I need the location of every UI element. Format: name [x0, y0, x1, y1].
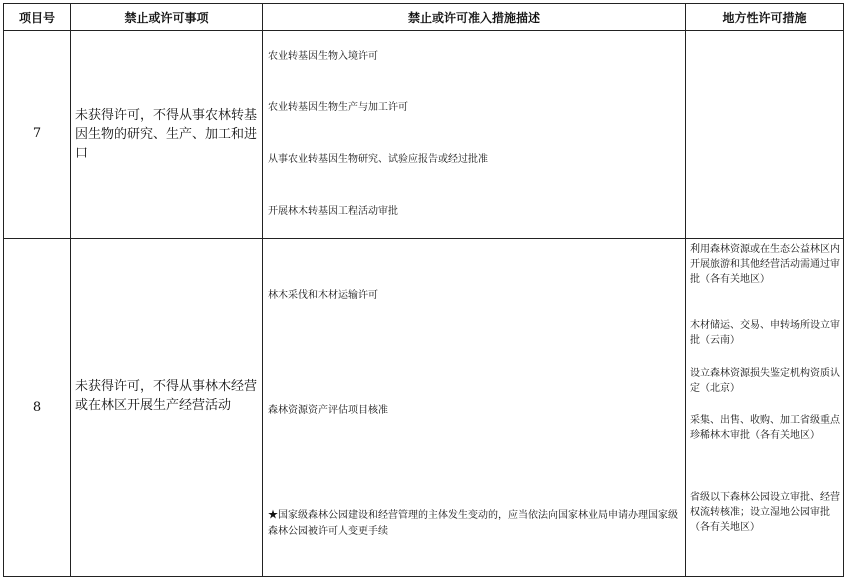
measure-item: 开展林木转基因工程活动审批	[268, 206, 398, 217]
table-rule	[3, 30, 844, 31]
measure-item: 森林资源资产评估项目核准	[268, 405, 388, 416]
measure-item: ★国家级森林公园建设和经营管理的主体发生变动的，应当依法向国家林业局申请办理国家级森林公园被许可人变更手续	[268, 510, 678, 537]
local-measure: 利用森林资源或在生态公益林区内开展旅游和其他经营活动需通过审批（各有关地区）	[690, 244, 840, 285]
row-index: 8	[32, 400, 42, 415]
table-rule	[3, 576, 844, 577]
local-measure: 省级以下森林公园设立审批、经营权流转核准；设立湿地公园审批（各有关地区）	[690, 492, 840, 533]
local-measure: 采集、出售、收购、加工省级重点珍稀林木审批（各有关地区）	[690, 415, 840, 441]
measure-item: 林木采伐和木材运输许可	[268, 290, 378, 301]
table-rule	[3, 238, 844, 239]
table-rule	[3, 3, 844, 4]
measure-item: 农业转基因生物生产与加工许可	[268, 102, 408, 113]
table-rule	[262, 3, 263, 577]
row-matter: 未获得许可，不得从事林木经营或在林区开展生产经营活动	[75, 379, 258, 413]
row-index: 7	[32, 126, 42, 141]
row-matter: 未获得许可，不得从事农林转基因生物的研究、生产、加工和进口	[75, 108, 258, 161]
local-measure: 设立森林资源损失鉴定机构资质认定（北京）	[690, 368, 840, 394]
local-measure: 木材储运、交易、申转场所设立审批（云南）	[690, 320, 840, 346]
table-rule	[70, 3, 71, 577]
header-matter: 禁止或许可事项	[124, 11, 209, 25]
header-local: 地方性许可措施	[722, 11, 807, 25]
table-rule	[685, 3, 686, 577]
header-measures: 禁止或许可准入措施描述	[407, 11, 540, 25]
measure-item: 从事农业转基因生物研究、试验应报告或经过批准	[268, 154, 488, 165]
table-rule	[843, 3, 844, 577]
measure-item: 农业转基因生物入境许可	[268, 51, 378, 62]
header-index: 项目号	[18, 11, 55, 25]
table-rule	[3, 3, 4, 577]
